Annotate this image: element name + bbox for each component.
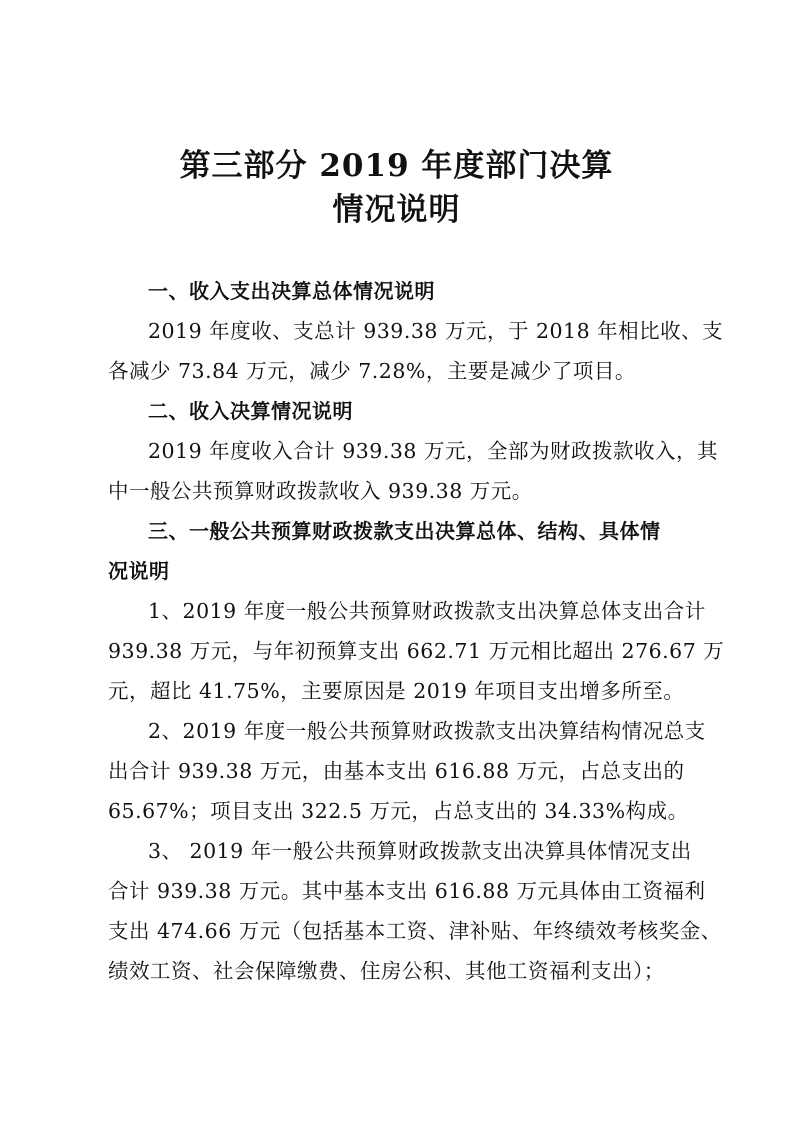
paragraph-line: 各减少 73.84 万元，减少 7.28%，主要是减少了项目。: [108, 359, 636, 383]
paragraph-line: 1、2019 年度一般公共预算财政拨款支出决算总体支出合计: [148, 599, 706, 623]
paragraph-line: 绩效工资、社会保障缴费、住房公积、其他工资福利支出）；: [108, 959, 665, 983]
section-heading-3-continued: 况说明: [108, 559, 170, 583]
document-title-line-1: 第三部分 2019 年度部门决算: [179, 148, 614, 184]
paragraph-line: 合计 939.38 万元。其中基本支出 616.88 万元具体由工资福利: [108, 879, 706, 903]
paragraph-line: 支出 474.66 万元（包括基本工资、津补贴、年终绩效考核奖金、: [108, 919, 722, 943]
section-heading-2: 二、收入决算情况说明: [148, 399, 353, 423]
section-heading-1: 一、收入支出决算总体情况说明: [148, 279, 435, 303]
paragraph-line: 中一般公共预算财政拨款收入 939.38 万元。: [108, 479, 533, 503]
document-title-line-2: 情况说明: [332, 192, 461, 228]
paragraph-line: 65.67%；项目支出 322.5 万元，占总支出的 34.33%构成。: [108, 799, 689, 823]
paragraph-line: 3、 2019 年一般公共预算财政拨款支出决算具体情况支出: [148, 839, 692, 863]
paragraph-line: 939.38 万元，与年初预算支出 662.71 万元相比超出 276.67 万: [108, 639, 725, 663]
paragraph-line: 2019 年度收入合计 939.38 万元，全部为财政拨款收入，其: [148, 439, 718, 463]
paragraph-line: 2、2019 年度一般公共预算财政拨款支出决算结构情况总支: [148, 719, 706, 743]
paragraph-line: 2019 年度收、支总计 939.38 万元，于 2018 年相比收、支: [148, 319, 724, 343]
section-heading-3: 三、一般公共预算财政拨款支出决算总体、结构、具体情: [148, 519, 661, 543]
paragraph-line: 元，超比 41.75%，主要原因是 2019 年项目支出增多所至。: [108, 679, 685, 703]
paragraph-line: 出合计 939.38 万元，由基本支出 616.88 万元，占总支出的: [108, 759, 685, 783]
